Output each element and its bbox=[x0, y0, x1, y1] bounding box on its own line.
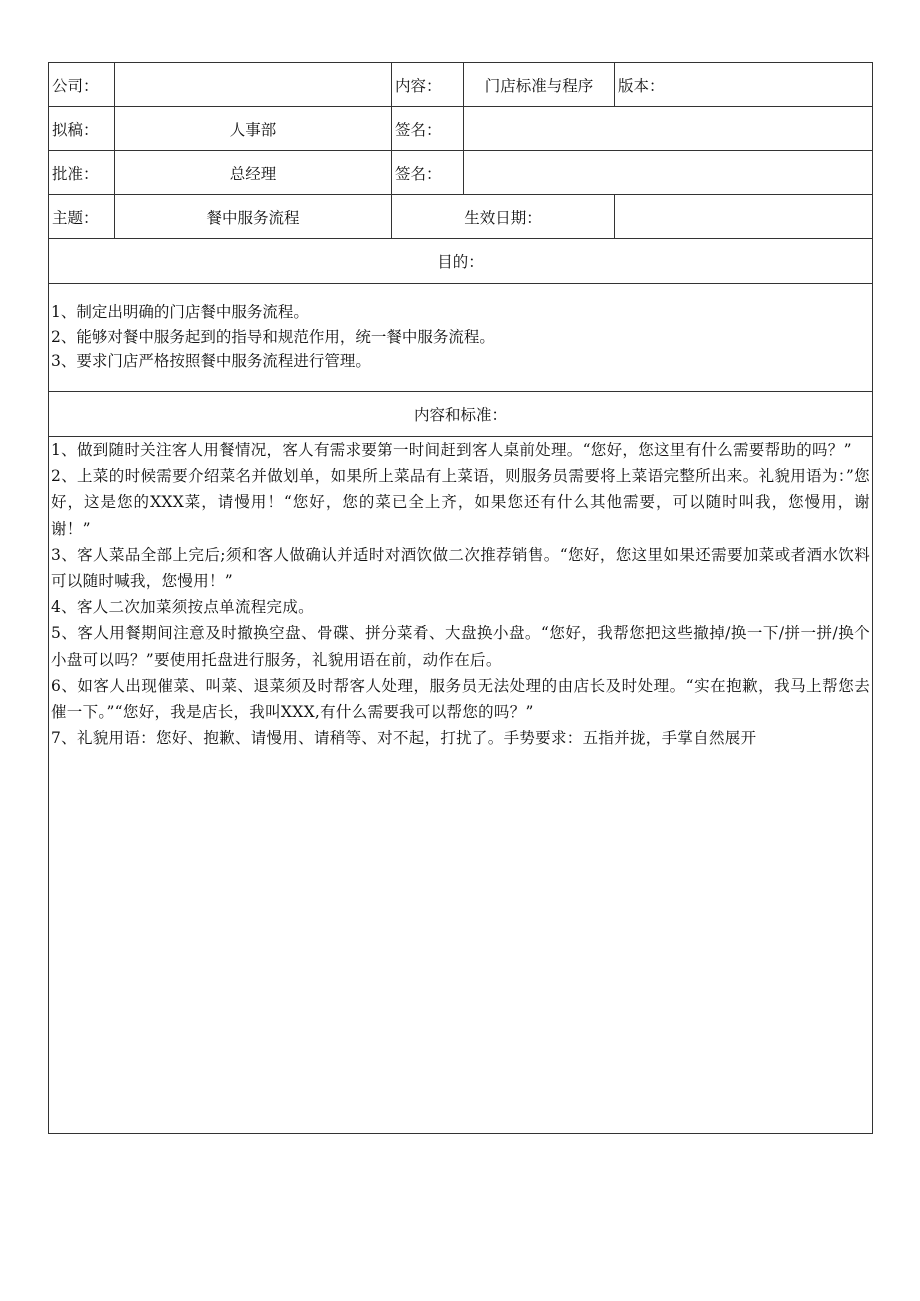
row-approver bbox=[49, 151, 873, 195]
purpose-body bbox=[49, 284, 873, 392]
approver-value: 总经理 bbox=[115, 151, 392, 195]
standard-item: 6、如客人出现催菜、叫菜、退菜须及时帮客人处理，服务员无法处理的由店长及时处理。“实在抱歉，我马上帮您去催一下。”“您好，我是店长，我叫XXX,有什么需要我可以帮您的吗？” bbox=[51, 676, 870, 722]
content-label: 内容： bbox=[392, 63, 464, 107]
company-label: 公司： bbox=[49, 63, 115, 107]
row-standards-heading bbox=[49, 392, 873, 437]
approver-label: 批准： bbox=[49, 151, 115, 195]
purpose-heading: 目的： bbox=[49, 239, 873, 284]
standard-item: 5、客人用餐期间注意及时撤换空盘、骨碟、拼分菜肴、大盘换小盘。“您好，我帮您把这些撤掉/换一下/拼一拼/换个小盘可以吗？”要使用托盘进行服务，礼貌用语在前，动作在后。 bbox=[51, 624, 870, 669]
effective-date-value bbox=[615, 195, 873, 239]
purpose-item: 1、制定出明确的门店餐中服务流程。 bbox=[51, 303, 309, 321]
effective-date-label: 生效日期： bbox=[392, 195, 615, 239]
content-value: 门店标准与程序 bbox=[464, 63, 615, 107]
standards-body bbox=[49, 437, 873, 1134]
standard-item: 2、上菜的时候需要介绍菜名并做划单，如果所上菜品有上菜语，则服务员需要将上菜语完整所出来。礼貌用语为：”您好，这是您的XXX菜，请慢用！“您好，您的菜已全上齐，如果您还有什么其他需要，可以随时叫我，您慢用，谢谢！” bbox=[51, 467, 870, 538]
signature-value-approver bbox=[464, 151, 873, 195]
drafter-value: 人事部 bbox=[115, 107, 392, 151]
row-standards-body bbox=[49, 437, 873, 1134]
standard-item: 7、礼貌用语：您好、抱歉、请慢用、请稍等、对不起，打扰了。手势要求：五指并拢，手掌自然展开 bbox=[51, 729, 757, 748]
purpose-item: 2、能够对餐中服务起到的指导和规范作用，统一餐中服务流程。 bbox=[51, 327, 495, 346]
standard-item: 1、做到随时关注客人用餐情况，客人有需求要第一时间赶到客人桌前处理。“您好，您这里有什么需要帮助的吗？” bbox=[51, 441, 852, 459]
company-value bbox=[115, 63, 392, 107]
standard-item: 3、客人菜品全部上完后;须和客人做确认并适时对酒饮做二次推荐销售。“您好，您这里如果还需要加菜或者酒水饮料可以随时喊我，您慢用！” bbox=[51, 545, 870, 591]
row-purpose-body bbox=[49, 284, 873, 392]
row-company bbox=[49, 63, 873, 107]
subject-value: 餐中服务流程 bbox=[115, 195, 392, 239]
drafter-label: 拟稿： bbox=[49, 107, 115, 151]
row-subject bbox=[49, 195, 873, 239]
signature-value-drafter bbox=[464, 107, 873, 151]
standard-item: 4、客人二次加菜须按点单流程完成。 bbox=[51, 598, 314, 617]
row-purpose-heading bbox=[49, 239, 873, 284]
version-label: 版本： bbox=[615, 63, 873, 107]
procedure-form-table bbox=[48, 62, 873, 1134]
signature-label-approver: 签名： bbox=[392, 151, 464, 195]
purpose-item: 3、要求门店严格按照餐中服务流程进行管理。 bbox=[51, 352, 371, 370]
subject-label: 主题： bbox=[49, 195, 115, 239]
standards-heading: 内容和标准： bbox=[49, 392, 873, 437]
row-drafter bbox=[49, 107, 873, 151]
signature-label-drafter: 签名： bbox=[392, 107, 464, 151]
